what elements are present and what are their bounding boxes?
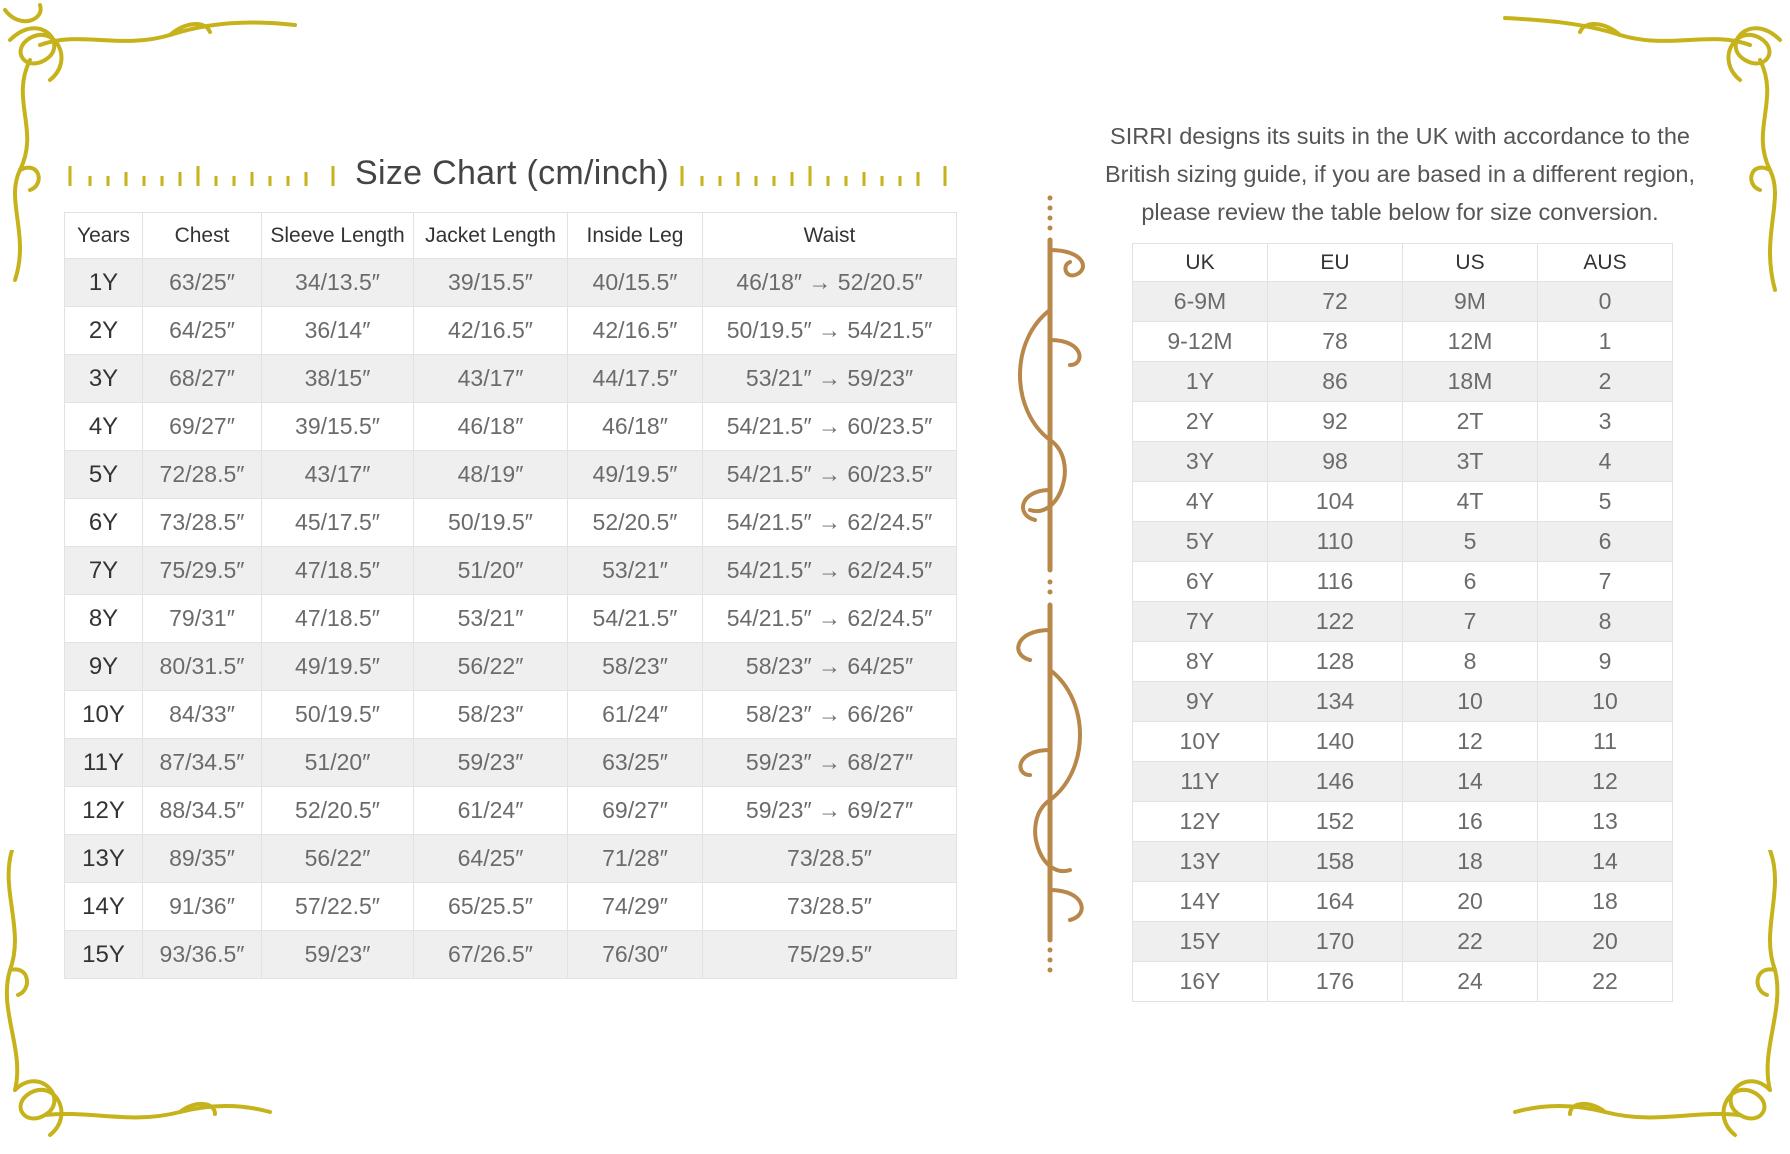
- table-cell: 52/20.5″: [262, 787, 414, 835]
- table-cell: 24: [1403, 962, 1538, 1002]
- table-cell: 9-12M: [1133, 322, 1268, 362]
- table-cell: 6-9M: [1133, 282, 1268, 322]
- table-cell: 8Y: [65, 595, 143, 643]
- table-cell: 10: [1538, 682, 1673, 722]
- table-cell: 59/23″: [262, 931, 414, 979]
- table-cell: 146: [1268, 762, 1403, 802]
- table-cell: 56/22″: [414, 643, 568, 691]
- table-cell: 54/21.5″ → 62/24.5″: [703, 499, 957, 547]
- conversion-table: [1132, 243, 1673, 1002]
- table-row: [1133, 642, 1673, 682]
- table-cell: 16Y: [1133, 962, 1268, 1002]
- table-cell: 13Y: [1133, 842, 1268, 882]
- table-cell: 20: [1403, 882, 1538, 922]
- table-cell: 9Y: [65, 643, 143, 691]
- table-cell: 128: [1268, 642, 1403, 682]
- table-cell: 7: [1403, 602, 1538, 642]
- table-row: [65, 835, 957, 883]
- table-cell: 42/16.5″: [568, 307, 703, 355]
- table-cell: 16: [1403, 802, 1538, 842]
- table-cell: 10Y: [1133, 722, 1268, 762]
- conversion-intro-text: SIRRI designs its suits in the UK with accordance to the British sizing guide, if you are based in a different region, please review the table below for size conversion.: [1104, 123, 1696, 225]
- table-cell: 164: [1268, 882, 1403, 922]
- table-cell: 39/15.5″: [414, 259, 568, 307]
- table-cell: 98: [1268, 442, 1403, 482]
- table-cell: 116: [1268, 562, 1403, 602]
- table-cell: 2Y: [65, 307, 143, 355]
- table-row: [1133, 962, 1673, 1002]
- table-row: [1133, 682, 1673, 722]
- table-row: [1133, 762, 1673, 802]
- table-cell: 47/18.5″: [262, 595, 414, 643]
- table-cell: 4T: [1403, 482, 1538, 522]
- table-cell: 13: [1538, 802, 1673, 842]
- table-cell: 7Y: [1133, 602, 1268, 642]
- table-cell: 11Y: [1133, 762, 1268, 802]
- table-cell: 3: [1538, 402, 1673, 442]
- table-cell: 9M: [1403, 282, 1538, 322]
- table-cell: 1: [1538, 322, 1673, 362]
- table-cell: 14: [1538, 842, 1673, 882]
- table-cell: 15Y: [65, 931, 143, 979]
- table-cell: 58/23″ → 64/25″: [703, 643, 957, 691]
- header-aus: AUS: [1538, 244, 1673, 282]
- table-cell: 80/31.5″: [143, 643, 262, 691]
- table-cell: 73/28.5″: [143, 499, 262, 547]
- table-cell: 18M: [1403, 362, 1538, 402]
- table-row: [65, 499, 957, 547]
- table-cell: 9: [1538, 642, 1673, 682]
- table-cell: 7Y: [65, 547, 143, 595]
- table-cell: 76/30″: [568, 931, 703, 979]
- table-cell: 91/36″: [143, 883, 262, 931]
- table-cell: 1Y: [1133, 362, 1268, 402]
- table-cell: 134: [1268, 682, 1403, 722]
- table-row: [65, 643, 957, 691]
- table-cell: 5Y: [1133, 522, 1268, 562]
- table-cell: 2T: [1403, 402, 1538, 442]
- table-cell: 64/25″: [414, 835, 568, 883]
- table-cell: 12: [1538, 762, 1673, 802]
- table-row: [1133, 722, 1673, 762]
- table-row: [65, 355, 957, 403]
- table-cell: 64/25″: [143, 307, 262, 355]
- header-us: US: [1403, 244, 1538, 282]
- table-cell: 12: [1403, 722, 1538, 762]
- header-waist: Waist: [703, 213, 957, 259]
- table-cell: 5Y: [65, 451, 143, 499]
- table-row: [65, 307, 957, 355]
- table-cell: 46/18″: [414, 403, 568, 451]
- table-cell: 2: [1538, 362, 1673, 402]
- table-cell: 47/18.5″: [262, 547, 414, 595]
- table-row: [65, 595, 957, 643]
- table-cell: 87/34.5″: [143, 739, 262, 787]
- table-cell: 8Y: [1133, 642, 1268, 682]
- table-cell: 58/23″ → 66/26″: [703, 691, 957, 739]
- header-years: Years: [65, 213, 143, 259]
- table-cell: 4Y: [1133, 482, 1268, 522]
- table-cell: 84/33″: [143, 691, 262, 739]
- table-cell: 10: [1403, 682, 1538, 722]
- table-cell: 3Y: [65, 355, 143, 403]
- table-cell: 45/17.5″: [262, 499, 414, 547]
- table-cell: 54/21.5″ → 62/24.5″: [703, 547, 957, 595]
- table-cell: 46/18″ → 52/20.5″: [703, 259, 957, 307]
- table-cell: 69/27″: [143, 403, 262, 451]
- table-cell: 73/28.5″: [703, 883, 957, 931]
- table-cell: 12Y: [1133, 802, 1268, 842]
- table-row: [65, 403, 957, 451]
- table-cell: 18: [1538, 882, 1673, 922]
- table-row: [65, 787, 957, 835]
- table-cell: 5: [1403, 522, 1538, 562]
- table-cell: 69/27″: [568, 787, 703, 835]
- table-row: [1133, 402, 1673, 442]
- table-cell: 53/21″ → 59/23″: [703, 355, 957, 403]
- table-cell: 63/25″: [568, 739, 703, 787]
- chart-title-row: [68, 150, 956, 206]
- conversion-header-row: [1133, 244, 1673, 282]
- table-cell: 72/28.5″: [143, 451, 262, 499]
- table-cell: 110: [1268, 522, 1403, 562]
- table-row: [1133, 882, 1673, 922]
- table-cell: 36/14″: [262, 307, 414, 355]
- table-cell: 40/15.5″: [568, 259, 703, 307]
- table-cell: 34/13.5″: [262, 259, 414, 307]
- ruler-ornament-right: [680, 162, 948, 188]
- table-cell: 53/21″: [568, 547, 703, 595]
- table-cell: 71/28″: [568, 835, 703, 883]
- table-cell: 140: [1268, 722, 1403, 762]
- table-row: [1133, 282, 1673, 322]
- table-cell: 79/31″: [143, 595, 262, 643]
- table-cell: 1Y: [65, 259, 143, 307]
- table-cell: 9Y: [1133, 682, 1268, 722]
- table-cell: 59/23″ → 69/27″: [703, 787, 957, 835]
- table-cell: 14: [1403, 762, 1538, 802]
- table-cell: 68/27″: [143, 355, 262, 403]
- table-cell: 18: [1403, 842, 1538, 882]
- table-cell: 61/24″: [414, 787, 568, 835]
- table-row: [65, 883, 957, 931]
- table-cell: 38/15″: [262, 355, 414, 403]
- table-cell: 53/21″: [414, 595, 568, 643]
- table-row: [65, 691, 957, 739]
- table-cell: 4: [1538, 442, 1673, 482]
- table-row: [65, 451, 957, 499]
- table-cell: 63/25″: [143, 259, 262, 307]
- table-cell: 49/19.5″: [262, 643, 414, 691]
- table-cell: 8: [1538, 602, 1673, 642]
- table-cell: 74/29″: [568, 883, 703, 931]
- table-row: [1133, 482, 1673, 522]
- table-row: [1133, 362, 1673, 402]
- table-row: [1133, 602, 1673, 642]
- table-cell: 158: [1268, 842, 1403, 882]
- table-cell: 2Y: [1133, 402, 1268, 442]
- table-cell: 176: [1268, 962, 1403, 1002]
- header-eu: EU: [1268, 244, 1403, 282]
- table-cell: 59/23″ → 68/27″: [703, 739, 957, 787]
- table-cell: 42/16.5″: [414, 307, 568, 355]
- table-cell: 20: [1538, 922, 1673, 962]
- table-row: [1133, 922, 1673, 962]
- header-sleeve-length: Sleeve Length: [262, 213, 414, 259]
- table-cell: 104: [1268, 482, 1403, 522]
- table-cell: 59/23″: [414, 739, 568, 787]
- size-chart-body: [65, 259, 957, 979]
- header-chest: Chest: [143, 213, 262, 259]
- table-cell: 0: [1538, 282, 1673, 322]
- table-cell: 6Y: [65, 499, 143, 547]
- table-cell: 13Y: [65, 835, 143, 883]
- header-uk: UK: [1133, 244, 1268, 282]
- table-cell: 46/18″: [568, 403, 703, 451]
- table-row: [1133, 322, 1673, 362]
- table-cell: 56/22″: [262, 835, 414, 883]
- table-row: [65, 547, 957, 595]
- table-cell: 44/17.5″: [568, 355, 703, 403]
- table-cell: 58/23″: [414, 691, 568, 739]
- table-cell: 50/19.5″: [262, 691, 414, 739]
- table-row: [1133, 562, 1673, 602]
- table-row: [1133, 802, 1673, 842]
- table-cell: 15Y: [1133, 922, 1268, 962]
- table-cell: 3Y: [1133, 442, 1268, 482]
- table-row: [1133, 842, 1673, 882]
- table-row: [65, 739, 957, 787]
- table-cell: 54/21.5″ → 60/23.5″: [703, 451, 957, 499]
- table-cell: 89/35″: [143, 835, 262, 883]
- table-cell: 14Y: [65, 883, 143, 931]
- size-chart-table: [64, 212, 957, 979]
- header-inside-leg: Inside Leg: [568, 213, 703, 259]
- table-cell: 4Y: [65, 403, 143, 451]
- table-cell: 22: [1538, 962, 1673, 1002]
- table-cell: 75/29.5″: [143, 547, 262, 595]
- table-cell: 54/21.5″: [568, 595, 703, 643]
- table-cell: 11Y: [65, 739, 143, 787]
- table-cell: 54/21.5″ → 62/24.5″: [703, 595, 957, 643]
- size-chart-header-row: [65, 213, 957, 259]
- table-cell: 49/19.5″: [568, 451, 703, 499]
- table-cell: 88/34.5″: [143, 787, 262, 835]
- table-cell: 67/26.5″: [414, 931, 568, 979]
- table-cell: 50/19.5″: [414, 499, 568, 547]
- table-cell: 12Y: [65, 787, 143, 835]
- table-cell: 51/20″: [414, 547, 568, 595]
- table-row: [65, 259, 957, 307]
- table-row: [65, 931, 957, 979]
- table-cell: 7: [1538, 562, 1673, 602]
- table-cell: 10Y: [65, 691, 143, 739]
- table-cell: 50/19.5″ → 54/21.5″: [703, 307, 957, 355]
- table-cell: 52/20.5″: [568, 499, 703, 547]
- conversion-body: [1133, 282, 1673, 1002]
- table-cell: 48/19″: [414, 451, 568, 499]
- table-cell: 43/17″: [414, 355, 568, 403]
- table-cell: 54/21.5″ → 60/23.5″: [703, 403, 957, 451]
- table-cell: 43/17″: [262, 451, 414, 499]
- table-cell: 6: [1403, 562, 1538, 602]
- table-cell: 39/15.5″: [262, 403, 414, 451]
- table-cell: 152: [1268, 802, 1403, 842]
- size-chart-title: Size Chart (cm/inch): [355, 154, 669, 192]
- table-cell: 73/28.5″: [703, 835, 957, 883]
- table-cell: 11: [1538, 722, 1673, 762]
- table-cell: 92: [1268, 402, 1403, 442]
- table-cell: 5: [1538, 482, 1673, 522]
- table-cell: 22: [1403, 922, 1538, 962]
- table-cell: 86: [1268, 362, 1403, 402]
- table-cell: 14Y: [1133, 882, 1268, 922]
- table-cell: 75/29.5″: [703, 931, 957, 979]
- table-cell: 12M: [1403, 322, 1538, 362]
- table-row: [1133, 442, 1673, 482]
- table-cell: 51/20″: [262, 739, 414, 787]
- table-cell: 122: [1268, 602, 1403, 642]
- table-cell: 61/24″: [568, 691, 703, 739]
- table-cell: 3T: [1403, 442, 1538, 482]
- table-cell: 6: [1538, 522, 1673, 562]
- table-cell: 8: [1403, 642, 1538, 682]
- table-cell: 170: [1268, 922, 1403, 962]
- table-cell: 93/36.5″: [143, 931, 262, 979]
- table-cell: 57/22.5″: [262, 883, 414, 931]
- table-cell: 6Y: [1133, 562, 1268, 602]
- table-cell: 65/25.5″: [414, 883, 568, 931]
- divider-ornament: [1000, 190, 1100, 990]
- table-row: [1133, 522, 1673, 562]
- table-cell: 72: [1268, 282, 1403, 322]
- table-cell: 58/23″: [568, 643, 703, 691]
- table-cell: 78: [1268, 322, 1403, 362]
- header-jacket-length: Jacket Length: [414, 213, 568, 259]
